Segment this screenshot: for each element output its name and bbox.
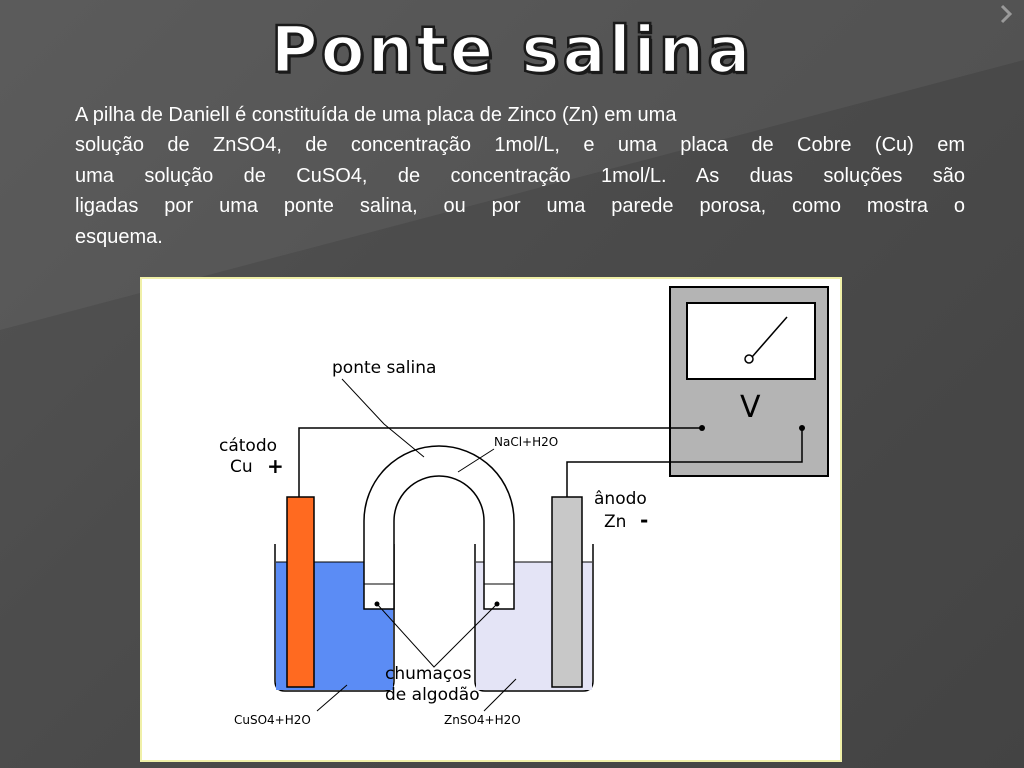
label-bridge-solution: NaCl+H2O [494,435,559,449]
voltmeter-symbol: V [740,390,761,425]
paragraph-line-2: solução de ZnSO4, de concentração 1mol/L, e uma placa de Cobre (Cu) em [75,134,965,157]
pointer-salt-bridge [342,379,424,457]
paragraph-line-1: A pilha de Daniell é constituída de uma placa de Zinco (Zn) em uma [75,104,677,126]
label-anode-sign: - [640,508,649,532]
voltmeter-display [687,303,815,379]
label-cotton-line1: chumaços [385,664,472,684]
paragraph-line-3: uma solução de CuSO4, de concentração 1mol/L. As duas soluções são [75,164,965,187]
label-right-solution: ZnSO4+H2O [444,713,521,727]
label-cathode: cátodo [219,436,278,456]
daniell-cell-diagram [140,277,842,762]
label-salt-bridge: ponte salina [332,358,437,378]
zinc-electrode [552,497,582,687]
label-left-solution: CuSO4+H2O [234,713,311,727]
voltmeter-pivot [745,355,753,363]
paragraph-line-5: esquema. [75,225,163,248]
label-anode: ânodo [594,489,647,509]
copper-electrode [287,497,314,687]
label-cathode-metal: Cu [230,457,253,477]
label-cotton-line2: de algodão [385,685,480,705]
salt-bridge [364,446,514,609]
label-cathode-sign: + [267,454,284,478]
label-anode-metal: Zn [604,512,627,532]
paragraph-line-4: ligadas por uma ponte salina, ou por uma parede porosa, como mostra o [75,195,965,218]
slide-title: Ponte salina [270,14,754,88]
intro-paragraph [75,100,965,252]
